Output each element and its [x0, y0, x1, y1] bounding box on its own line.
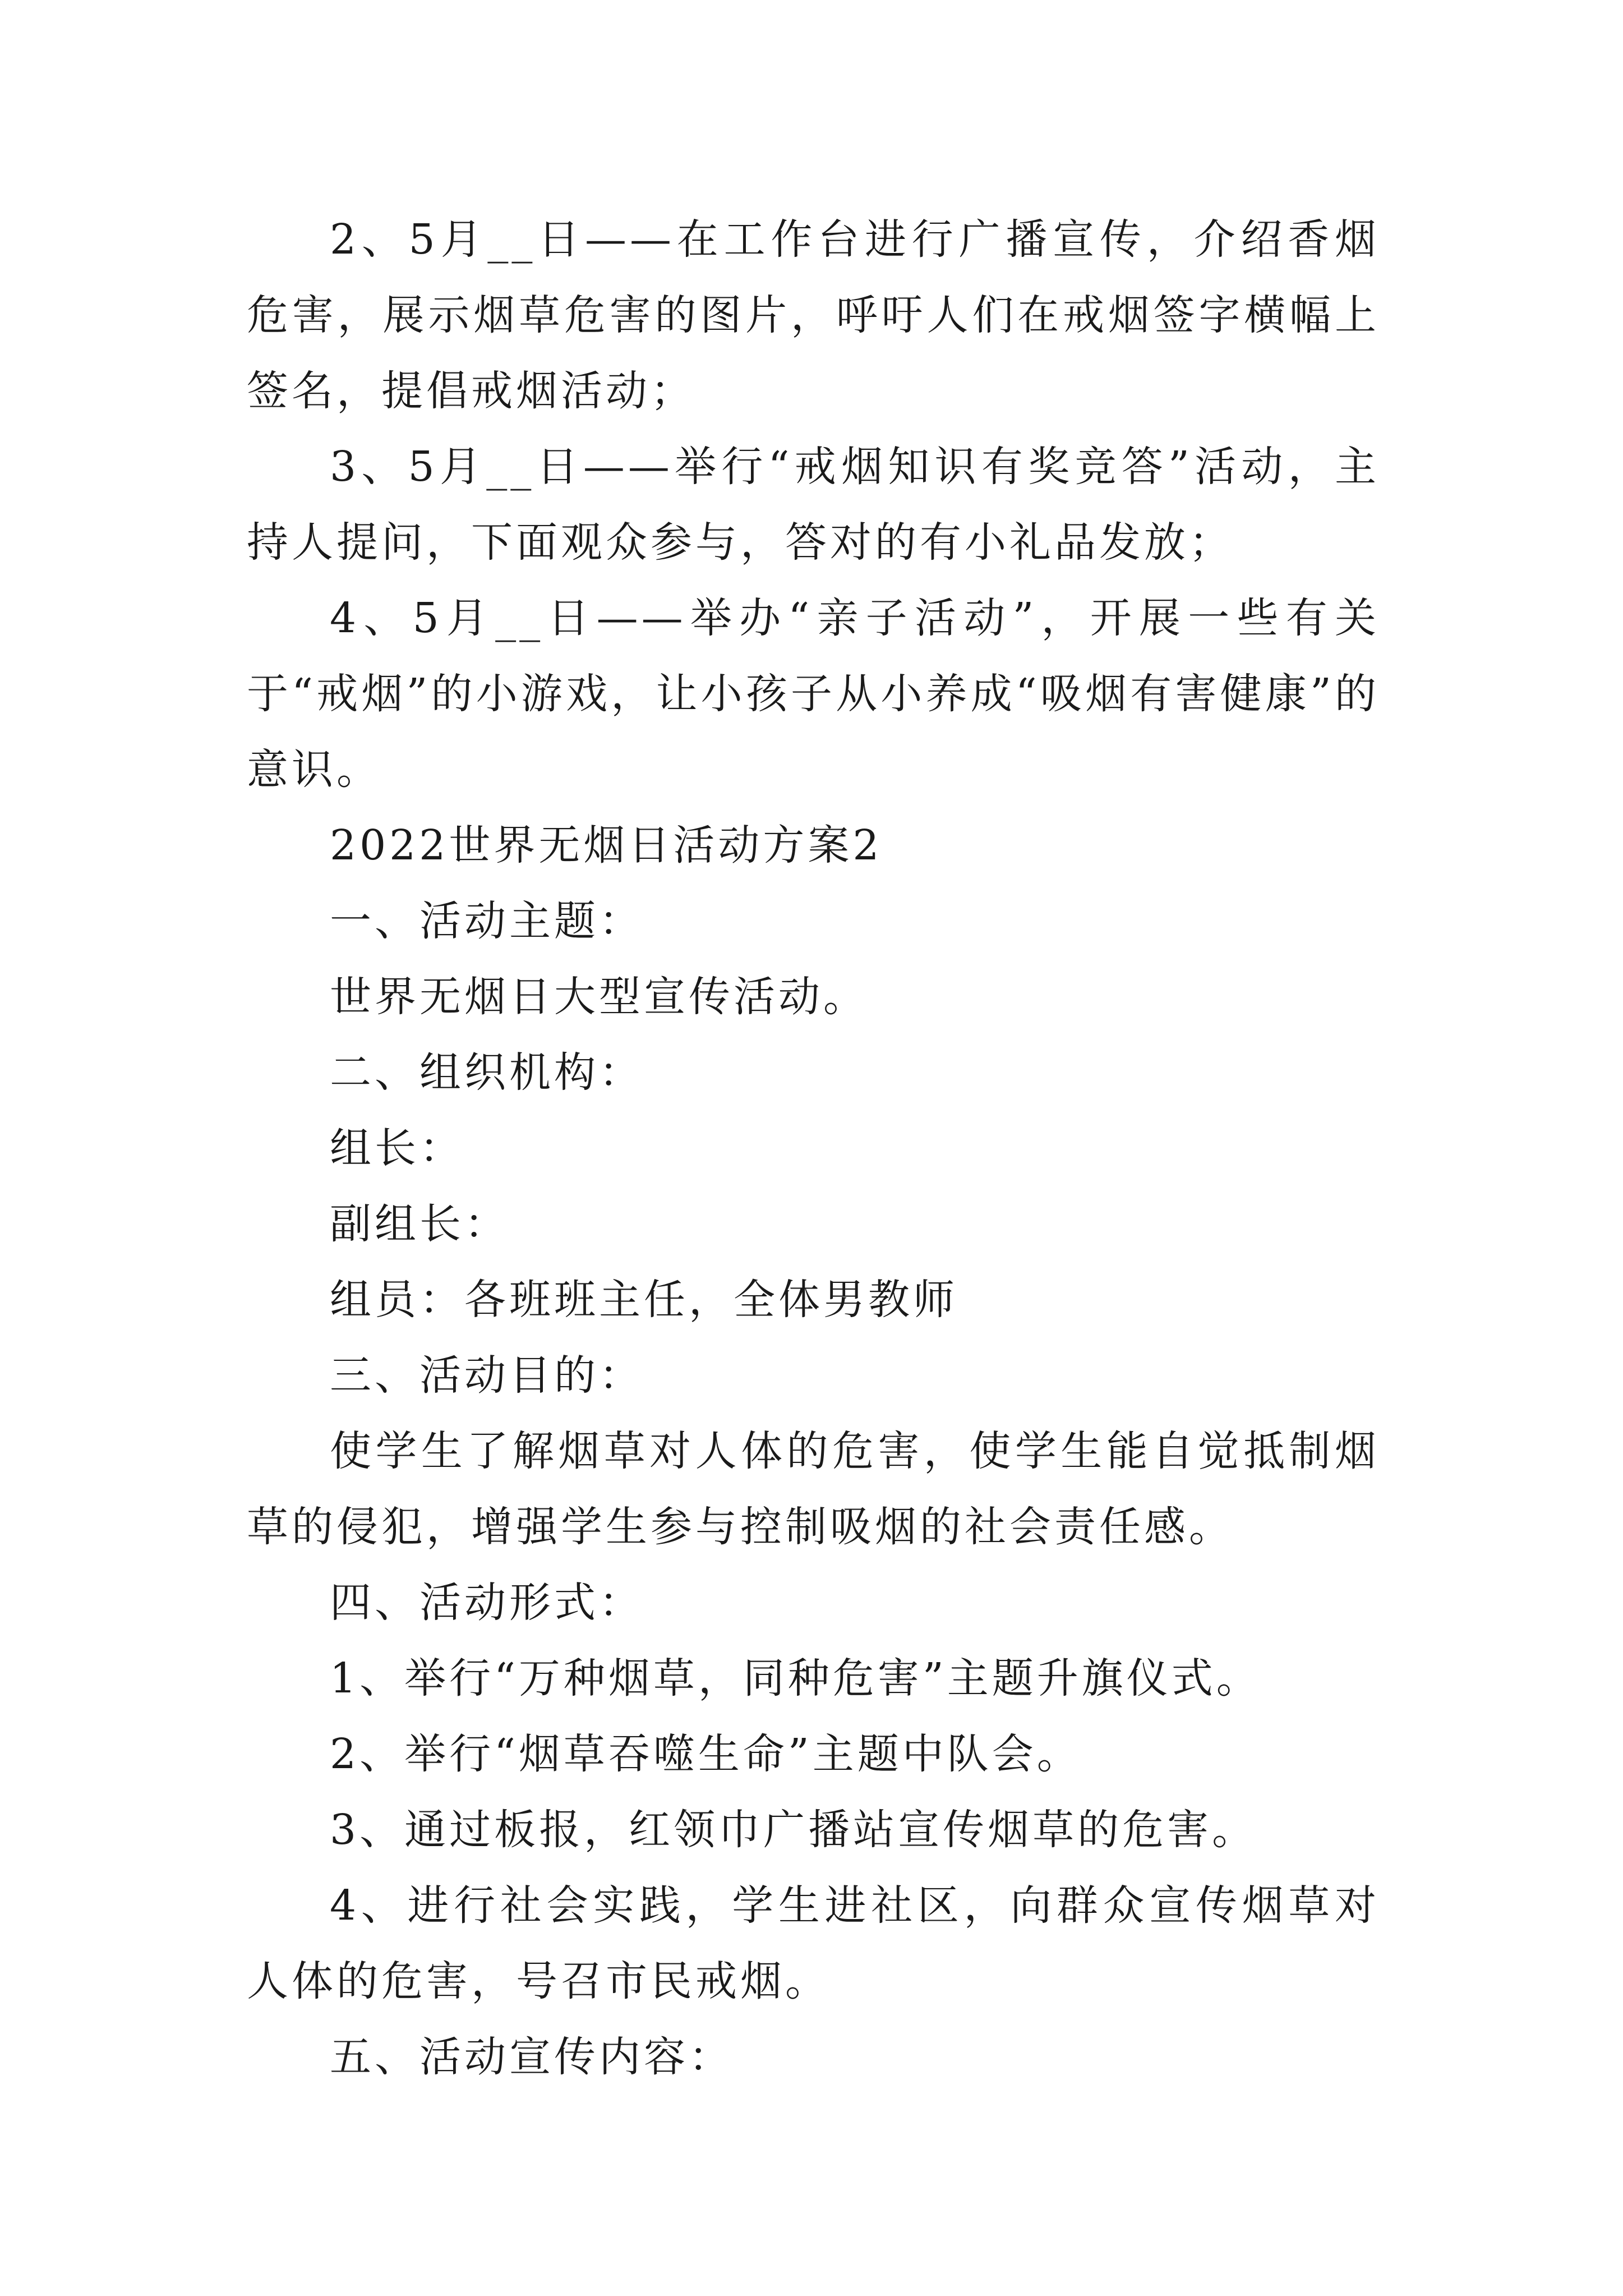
activity-theme-text: 世界无烟日大型宣传活动。 [330, 973, 868, 1021]
deputy-leader-line: 副组长： [330, 1200, 509, 1248]
heading-activity-theme: 一、活动主题： [330, 897, 644, 945]
activity-purpose-text: 使学生了解烟草对人体的危害，使学生能自觉抵制烟草的侵犯，增强学生参与控制吸烟的社会责任感。 [247, 1427, 1380, 1551]
activity-form-item-3: 3、通过板报，红领巾广播站宣传烟草的危害。 [330, 1806, 1257, 1854]
document-page [247, 202, 1380, 2095]
activity-form-item-1: 1、举行“万种烟草，同种危害”主题升旗仪式。 [330, 1654, 1261, 1703]
heading-publicity-content: 五、活动宣传内容： [330, 2033, 734, 2081]
paragraph-item-3: 3、5月__日——举行“戒烟知识有奖竞答”活动，主持人提问，下面观众参与，答对的有小礼品发放； [247, 443, 1380, 567]
members-line: 组员：各班班主任，全体男教师 [330, 1276, 958, 1324]
paragraph-item-2: 2、5月__日——在工作台进行广播宣传，介绍香烟危害，展示烟草危害的图片，呼吁人们在戒烟签字横幅上签名，提倡戒烟活动； [247, 215, 1380, 415]
section-title: 2022世界无烟日活动方案2 [330, 821, 883, 869]
heading-organization: 二、组织机构： [330, 1048, 644, 1097]
activity-form-item-2: 2、举行“烟草吞噬生命”主题中队会。 [330, 1730, 1082, 1778]
heading-activity-form: 四、活动形式： [330, 1579, 644, 1627]
paragraph-item-4: 4、5月__日——举办“亲子活动”，开展一些有关于“戒烟”的小游戏，让小孩子从小养成“吸烟有害健康”的意识。 [247, 594, 1380, 794]
leader-line: 组长： [330, 1124, 464, 1172]
heading-activity-purpose: 三、活动目的： [330, 1351, 644, 1400]
activity-form-item-4: 4、进行社会实践，学生进社区，向群众宣传烟草对人体的危害，号召市民戒烟。 [247, 1881, 1380, 2005]
